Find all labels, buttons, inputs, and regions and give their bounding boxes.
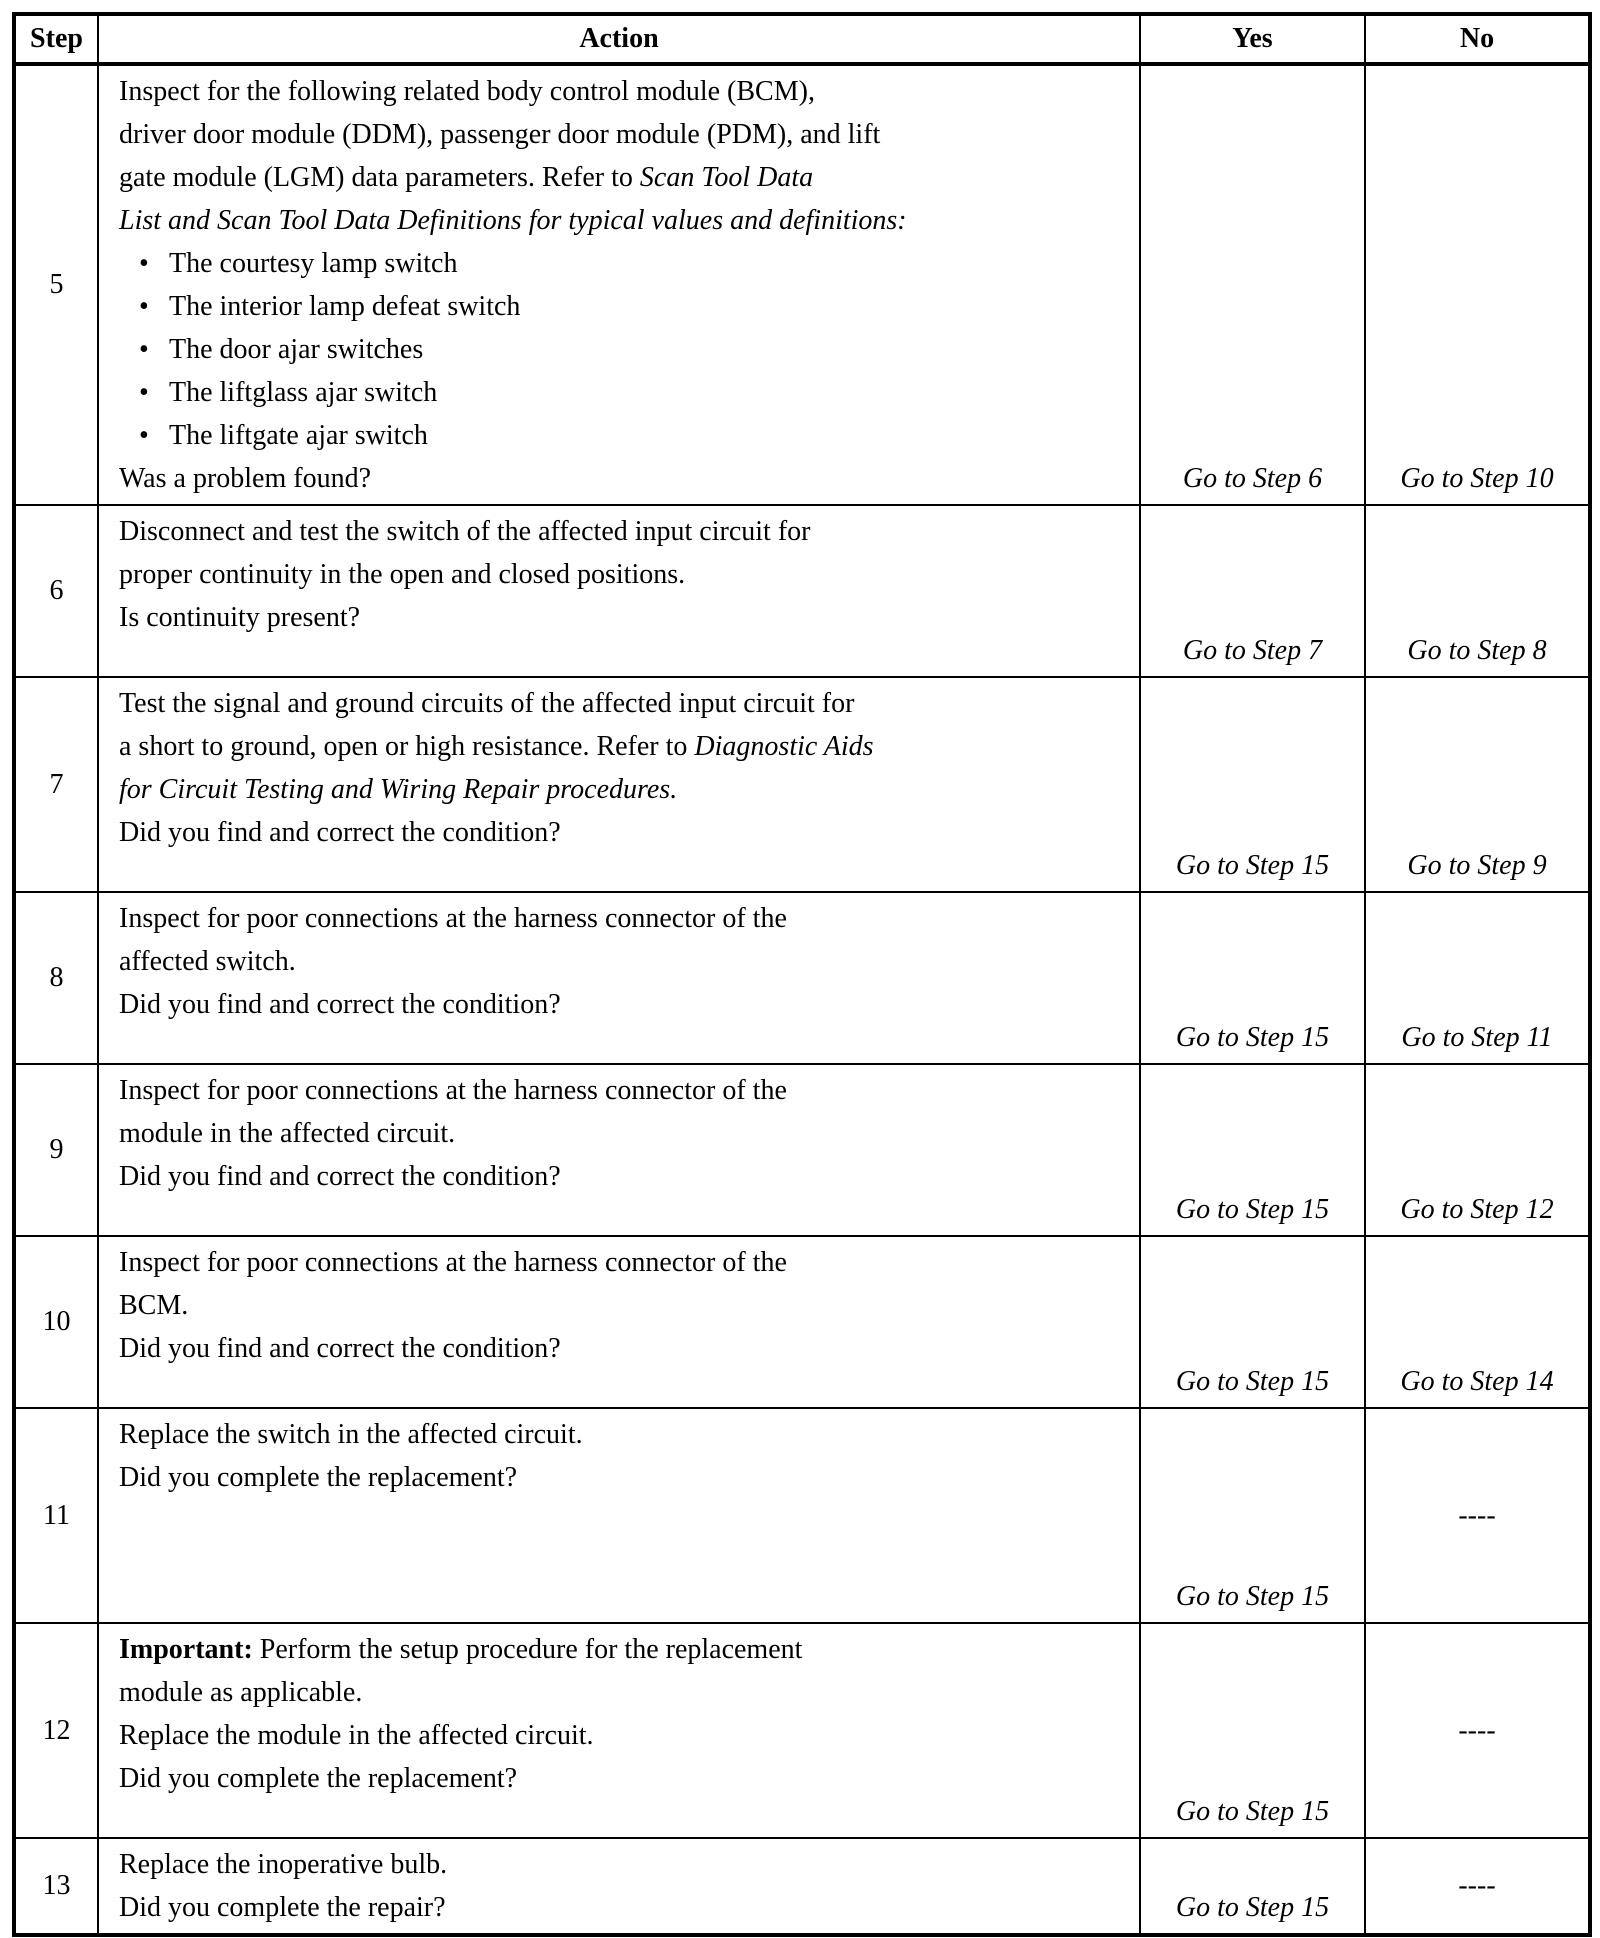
bullet-text: The liftglass ajar switch bbox=[169, 377, 438, 408]
table-row-step-9 bbox=[14, 1064, 1590, 1236]
bullet-item bbox=[119, 414, 1129, 457]
action-line: Replace the switch in the affected circuit. bbox=[119, 1419, 583, 1450]
action-cell bbox=[98, 1623, 1140, 1838]
action-line: BCM. bbox=[119, 1290, 189, 1321]
action-cell bbox=[98, 892, 1140, 1064]
action-line: Replace the inoperative bulb. bbox=[119, 1849, 448, 1880]
bullet-text: The interior lamp defeat switch bbox=[169, 291, 521, 322]
action-cell bbox=[98, 677, 1140, 892]
table-row-step-12 bbox=[14, 1623, 1590, 1838]
action-cell bbox=[98, 1408, 1140, 1623]
action-line: Inspect for poor connections at the harness connector of the bbox=[119, 1075, 787, 1106]
action-question: Did you find and correct the condition? bbox=[119, 1333, 561, 1364]
header-no: No bbox=[1365, 14, 1590, 64]
yes-link[interactable]: Go to Step 15 bbox=[1140, 892, 1365, 1064]
action-cell bbox=[98, 1838, 1140, 1935]
action-line: driver door module (DDM), passenger door module (PDM), and lift bbox=[119, 119, 881, 150]
action-line: Inspect for the following related body control module (BCM), bbox=[119, 76, 815, 107]
yes-link[interactable]: Go to Step 15 bbox=[1140, 677, 1365, 892]
yes-link[interactable]: Go to Step 7 bbox=[1140, 505, 1365, 677]
step-number: 10 bbox=[14, 1236, 98, 1408]
action-line bbox=[119, 156, 1129, 199]
bullet-icon: • bbox=[139, 291, 149, 322]
action-question: Did you complete the repair? bbox=[119, 1892, 446, 1923]
no-link[interactable]: Go to Step 11 bbox=[1365, 892, 1590, 1064]
action-question: Is continuity present? bbox=[119, 602, 361, 633]
action-line: module in the affected circuit. bbox=[119, 1118, 456, 1149]
action-line: proper continuity in the open and closed positions. bbox=[119, 559, 686, 590]
action-question: Did you find and correct the condition? bbox=[119, 1161, 561, 1192]
action-text: and bbox=[323, 774, 380, 805]
action-text: Perform the setup procedure for the replacement bbox=[252, 1634, 803, 1665]
no-link[interactable]: Go to Step 10 bbox=[1365, 64, 1590, 505]
action-text: gate module (LGM) data parameters. Refer to bbox=[119, 162, 640, 193]
action-question: Did you find and correct the condition? bbox=[119, 989, 561, 1020]
no-dash: ---- bbox=[1365, 1408, 1590, 1623]
action-text: for typical values and definitions: bbox=[521, 205, 907, 236]
step-number: 9 bbox=[14, 1064, 98, 1236]
action-question: Was a problem found? bbox=[119, 463, 371, 494]
reference-link[interactable]: Scan Tool Data Definitions bbox=[217, 205, 522, 236]
reference-link[interactable]: for Circuit Testing bbox=[119, 774, 324, 805]
yes-link[interactable]: Go to Step 15 bbox=[1140, 1236, 1365, 1408]
action-text: a short to ground, open or high resistance. Refer to bbox=[119, 731, 695, 762]
reference-link[interactable]: List bbox=[119, 205, 162, 236]
no-link[interactable]: Go to Step 8 bbox=[1365, 505, 1590, 677]
step-number: 5 bbox=[14, 64, 98, 505]
reference-link[interactable]: Diagnostic Aids bbox=[694, 731, 874, 762]
no-dash: ---- bbox=[1365, 1623, 1590, 1838]
step-number: 8 bbox=[14, 892, 98, 1064]
bullet-icon: • bbox=[139, 334, 149, 365]
action-line: Replace the module in the affected circuit. bbox=[119, 1720, 594, 1751]
action-cell bbox=[98, 1064, 1140, 1236]
step-number: 11 bbox=[14, 1408, 98, 1623]
yes-link[interactable]: Go to Step 15 bbox=[1140, 1623, 1365, 1838]
action-line: Test the signal and ground circuits of the affected input circuit for bbox=[119, 688, 855, 719]
yes-link[interactable]: Go to Step 15 bbox=[1140, 1408, 1365, 1623]
important-label: Important: bbox=[119, 1634, 253, 1665]
bullet-item bbox=[119, 328, 1129, 371]
action-line bbox=[119, 768, 1129, 811]
table-row-step-8 bbox=[14, 892, 1590, 1064]
yes-link[interactable]: Go to Step 6 bbox=[1140, 64, 1365, 505]
table-row-step-6 bbox=[14, 505, 1590, 677]
no-link[interactable]: Go to Step 12 bbox=[1365, 1064, 1590, 1236]
table-row-step-10 bbox=[14, 1236, 1590, 1408]
table-row-step-5 bbox=[14, 64, 1590, 505]
reference-link[interactable]: Scan Tool Data bbox=[639, 162, 814, 193]
bullet-icon: • bbox=[139, 420, 149, 451]
action-question: Did you complete the replacement? bbox=[119, 1462, 518, 1493]
no-link[interactable]: Go to Step 9 bbox=[1365, 677, 1590, 892]
action-cell bbox=[98, 1236, 1140, 1408]
header-yes: Yes bbox=[1140, 14, 1365, 64]
bullet-text: The door ajar switches bbox=[169, 334, 424, 365]
action-line bbox=[119, 199, 1129, 242]
action-line: Inspect for poor connections at the harness connector of the bbox=[119, 1247, 787, 1278]
diagnostic-table bbox=[12, 12, 1592, 1937]
action-text: and bbox=[161, 205, 218, 236]
action-cell bbox=[98, 64, 1140, 505]
yes-link[interactable]: Go to Step 15 bbox=[1140, 1064, 1365, 1236]
step-number: 7 bbox=[14, 677, 98, 892]
yes-link[interactable]: Go to Step 15 bbox=[1140, 1838, 1365, 1935]
header-step: Step bbox=[14, 14, 98, 64]
bullet-text: The courtesy lamp switch bbox=[169, 248, 458, 279]
action-line: Disconnect and test the switch of the affected input circuit for bbox=[119, 516, 811, 547]
table-row-step-13 bbox=[14, 1838, 1590, 1935]
no-dash: ---- bbox=[1365, 1838, 1590, 1935]
step-number: 13 bbox=[14, 1838, 98, 1935]
header-row bbox=[14, 14, 1590, 64]
action-line: module as applicable. bbox=[119, 1677, 363, 1708]
action-question: Did you find and correct the condition? bbox=[119, 817, 561, 848]
reference-link[interactable]: Wiring Repair procedures. bbox=[379, 774, 678, 805]
bullet-item bbox=[119, 242, 1129, 285]
action-line bbox=[119, 1628, 1129, 1671]
action-question: Did you complete the replacement? bbox=[119, 1763, 518, 1794]
table-row-step-11 bbox=[14, 1408, 1590, 1623]
step-number: 12 bbox=[14, 1623, 98, 1838]
bullet-item bbox=[119, 371, 1129, 414]
no-link[interactable]: Go to Step 14 bbox=[1365, 1236, 1590, 1408]
action-line: Inspect for poor connections at the harness connector of the bbox=[119, 903, 787, 934]
bullet-text: The liftgate ajar switch bbox=[169, 420, 428, 451]
action-line bbox=[119, 725, 1129, 768]
bullet-icon: • bbox=[139, 377, 149, 408]
action-cell bbox=[98, 505, 1140, 677]
action-line: affected switch. bbox=[119, 946, 296, 977]
step-number: 6 bbox=[14, 505, 98, 677]
table-row-step-7 bbox=[14, 677, 1590, 892]
procedure-table-container bbox=[12, 12, 1588, 1937]
header-action: Action bbox=[98, 14, 1140, 64]
bullet-icon: • bbox=[139, 248, 149, 279]
bullet-item bbox=[119, 285, 1129, 328]
